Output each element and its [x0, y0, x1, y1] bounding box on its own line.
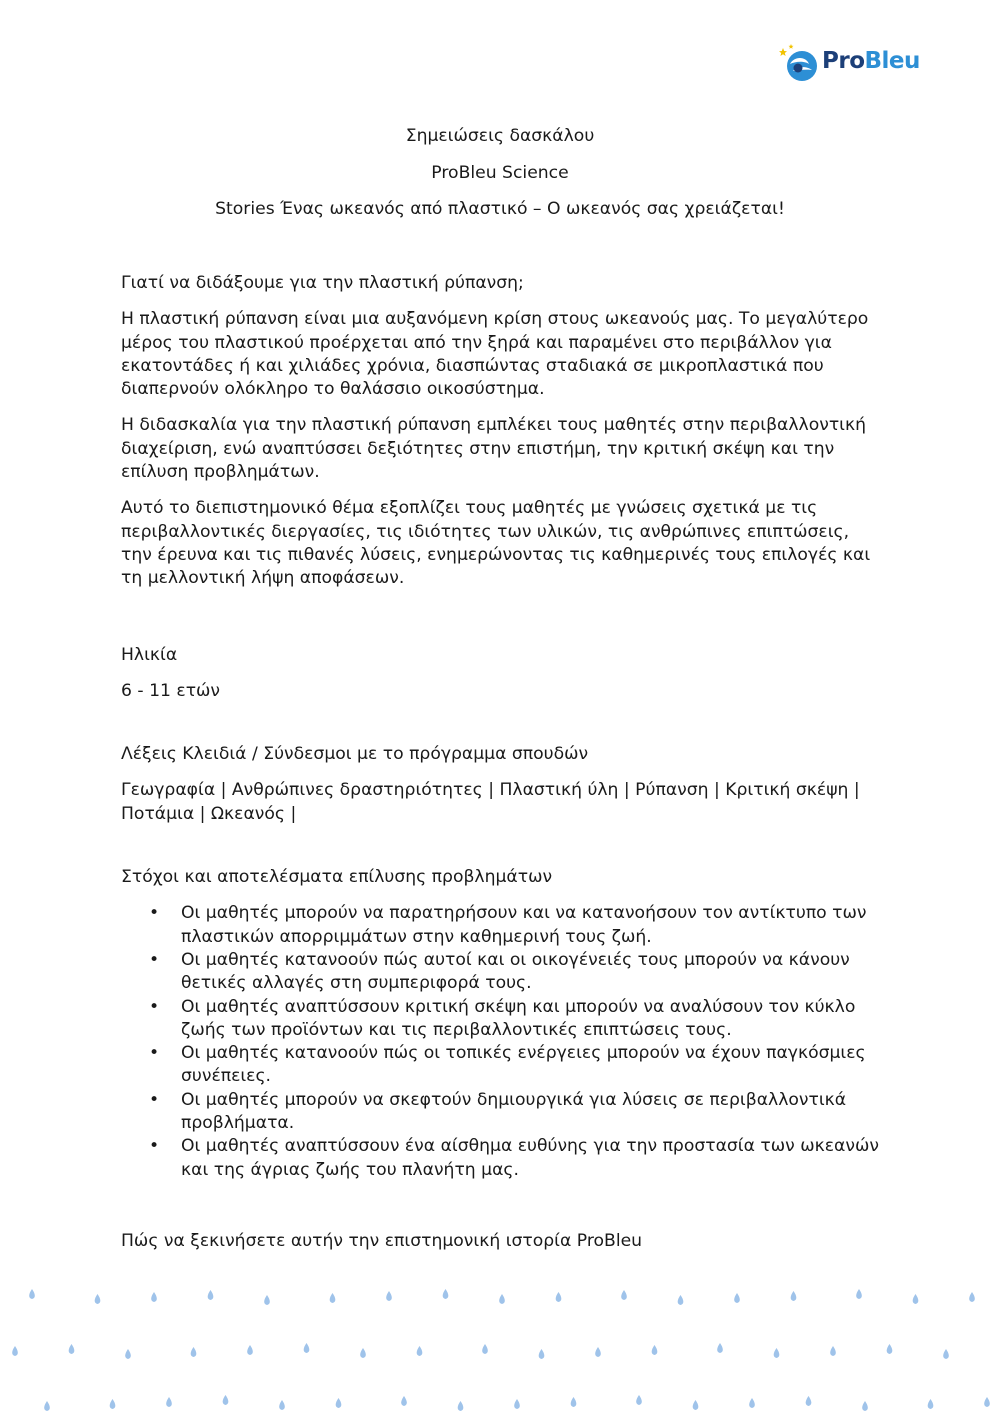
bullet-icon: • — [149, 1089, 160, 1110]
droplet-icon — [95, 1294, 101, 1304]
droplet-icon — [556, 1292, 562, 1302]
droplet-icon — [191, 1347, 197, 1357]
list-item — [121, 996, 881, 1043]
droplet-icon — [862, 1401, 868, 1411]
droplet-icon — [44, 1401, 50, 1411]
droplet-pattern — [0, 1282, 1000, 1415]
droplet-icon — [304, 1343, 310, 1353]
droplet-icon — [595, 1347, 601, 1357]
droplet-icon — [928, 1399, 934, 1409]
droplet-icon — [943, 1349, 949, 1359]
droplet-icon — [693, 1400, 699, 1410]
keywords-title: Λέξεις Κλειδιά / Σύνδεσμοι με το πρόγραμμα σπουδών — [121, 744, 589, 765]
droplet-icon — [482, 1344, 488, 1354]
bullet-icon: • — [149, 903, 160, 924]
objective-text: Οι μαθητές μπορούν να παρατηρήσουν και να κατανοήσουν τον αντίκτυπο των πλαστικών απορριμμάτων στην καθημερινή τους ζωή. — [181, 903, 867, 947]
droplet-icon — [539, 1349, 545, 1359]
droplet-icon — [734, 1293, 740, 1303]
droplet-icon — [166, 1397, 172, 1407]
droplet-icon — [856, 1289, 862, 1299]
bullet-icon: • — [149, 1043, 160, 1064]
bullet-icon: • — [149, 996, 160, 1017]
droplet-icon — [443, 1289, 449, 1299]
droplet-icon — [499, 1294, 505, 1304]
droplet-icon — [279, 1400, 285, 1410]
bullet-icon: • — [149, 949, 160, 970]
droplet-icon — [336, 1398, 342, 1408]
droplet-icon — [636, 1395, 642, 1405]
document-header — [0, 118, 1000, 228]
objective-text: Οι μαθητές αναπτύσσουν κριτική σκέψη και μπορούν να αναλύσουν τον κύκλο ζωής των προϊόντων και τις περιβαλλοντικές επιπτώσεις τους. — [181, 996, 856, 1040]
bullet-icon: • — [149, 1136, 160, 1157]
age-title: Ηλικία — [121, 644, 178, 665]
droplet-icon — [984, 1397, 990, 1407]
objective-text: Οι μαθητές κατανοούν πώς αυτοί και οι οικογένειές τους μπορούν να κάνουν θετικές αλλαγές στη συμπεριφορά τους. — [181, 949, 850, 994]
droplet-icon — [458, 1401, 464, 1411]
droplet-icon — [386, 1291, 392, 1301]
objective-text: Οι μαθητές μπορούν να σκεφτούν δημιουργικά για λύσεις σε περιβαλλοντικά προβλήματα. — [181, 1089, 847, 1134]
droplet-icon — [717, 1343, 723, 1353]
objectives-title: Στόχοι και αποτελέσματα επίλυσης προβλημάτων — [121, 867, 553, 888]
objective-text: Οι μαθητές κατανοούν πώς οι τοπικές ενέργειες μπορούν να έχουν παγκόσμιες συνέπειες. — [181, 1043, 866, 1087]
droplet-icon — [621, 1290, 627, 1300]
droplet-icon — [969, 1292, 975, 1302]
why-paragraph-2: Η διδασκαλία για την πλαστική ρύπανση εμπλέκει τους μαθητές στην περιβαλλοντική διαχείριση, ενώ αναπτύσσει δεξιότητες στην επιστήμη, την κριτική σκέψη και την επίλυση προβλημάτων. — [121, 415, 867, 483]
droplet-icon — [360, 1348, 366, 1358]
header-story-title: Stories Ένας ωκεανός από πλαστικό – Ο ωκεανός σας χρειάζεται! — [215, 199, 785, 219]
probleu-logo-text — [822, 48, 920, 74]
probleu-logo — [776, 42, 926, 86]
why-title: Γιατί να διδάξουμε για την πλαστική ρύπανση; — [121, 273, 524, 293]
droplet-icon — [749, 1398, 755, 1408]
list-item — [121, 1135, 881, 1182]
droplet-icon — [401, 1396, 407, 1406]
why-paragraph-1: Η πλαστική ρύπανση είναι μια αυξανόμενη κρίση στους ωκεανούς μας. Το μεγαλύτερο μέρος του πλαστικού προέρχεται από την ξηρά και παραμένει στο περιβάλλον για εκατοντάδες ή και χιλιάδες χρόνια, διασπώντας σταδιακά σε μικροπλαστικά που διαπερνούν ολόκληρο το θαλάσσιο οικοσύστημα. — [121, 309, 869, 400]
droplet-icon — [151, 1292, 157, 1302]
droplet-icon — [514, 1399, 520, 1409]
document-body — [121, 272, 881, 1266]
droplet-icon — [330, 1293, 336, 1303]
probleu-logo-icon — [776, 42, 820, 86]
droplet-icon — [208, 1290, 214, 1300]
droplet-icon — [774, 1348, 780, 1358]
list-item — [121, 902, 881, 949]
list-item — [121, 949, 881, 996]
droplet-icon — [264, 1295, 270, 1305]
droplet-icon — [12, 1346, 18, 1356]
keywords-value: Γεωγραφία | Ανθρώπινες δραστηριότητες | Πλαστική ύλη | Ρύπανση | Κριτική σκέψη | Ποτάμια | Ωκεανός | — [121, 780, 860, 824]
droplet-icon — [652, 1345, 658, 1355]
droplet-icon — [223, 1395, 229, 1405]
droplet-icon — [678, 1295, 684, 1305]
droplet-icon — [791, 1291, 797, 1301]
droplet-icon — [887, 1344, 893, 1354]
header-series: ProBleu Science — [431, 162, 569, 183]
droplet-icon — [110, 1399, 116, 1409]
droplet-icon — [125, 1349, 131, 1359]
header-teacher-notes: Σημειώσεις δασκάλου — [405, 126, 595, 146]
droplet-icon — [830, 1346, 836, 1356]
objective-text: Οι μαθητές αναπτύσσουν ένα αίσθημα ευθύνης για την προστασία των ωκεανών και της άγριας ζωής του πλανήτη μας. — [181, 1136, 879, 1180]
droplet-icon — [571, 1397, 577, 1407]
objectives-list — [121, 902, 881, 1182]
droplet-icon — [247, 1345, 253, 1355]
droplet-icon — [417, 1346, 423, 1356]
droplet-icon — [69, 1344, 75, 1354]
why-paragraph-3: Αυτό το διεπιστημονικό θέμα εξοπλίζει τους μαθητές με γνώσεις σχετικά με τις περιβαλλοντικές διεργασίες, τις ιδιότητες των υλικών, τις ανθρώπινες επιπτώσεις, την έρευνα και τις πιθανές λύσεις, ενημερώνοντας τις καθημερινές τους επιλογές και τη μελλοντική λήψη αποφάσεων. — [121, 498, 871, 589]
list-item — [121, 1089, 881, 1136]
droplet-icon — [29, 1289, 35, 1299]
droplet-icon — [806, 1396, 812, 1406]
start-title: Πώς να ξεκινήσετε αυτήν την επιστημονική ιστορία ProBleu — [121, 1230, 643, 1251]
list-item — [121, 1042, 881, 1089]
age-value: 6 - 11 ετών — [121, 680, 221, 701]
logo-bleu: Bleu — [864, 48, 920, 74]
logo-pro: Pro — [822, 48, 865, 74]
droplet-icon — [913, 1294, 919, 1304]
